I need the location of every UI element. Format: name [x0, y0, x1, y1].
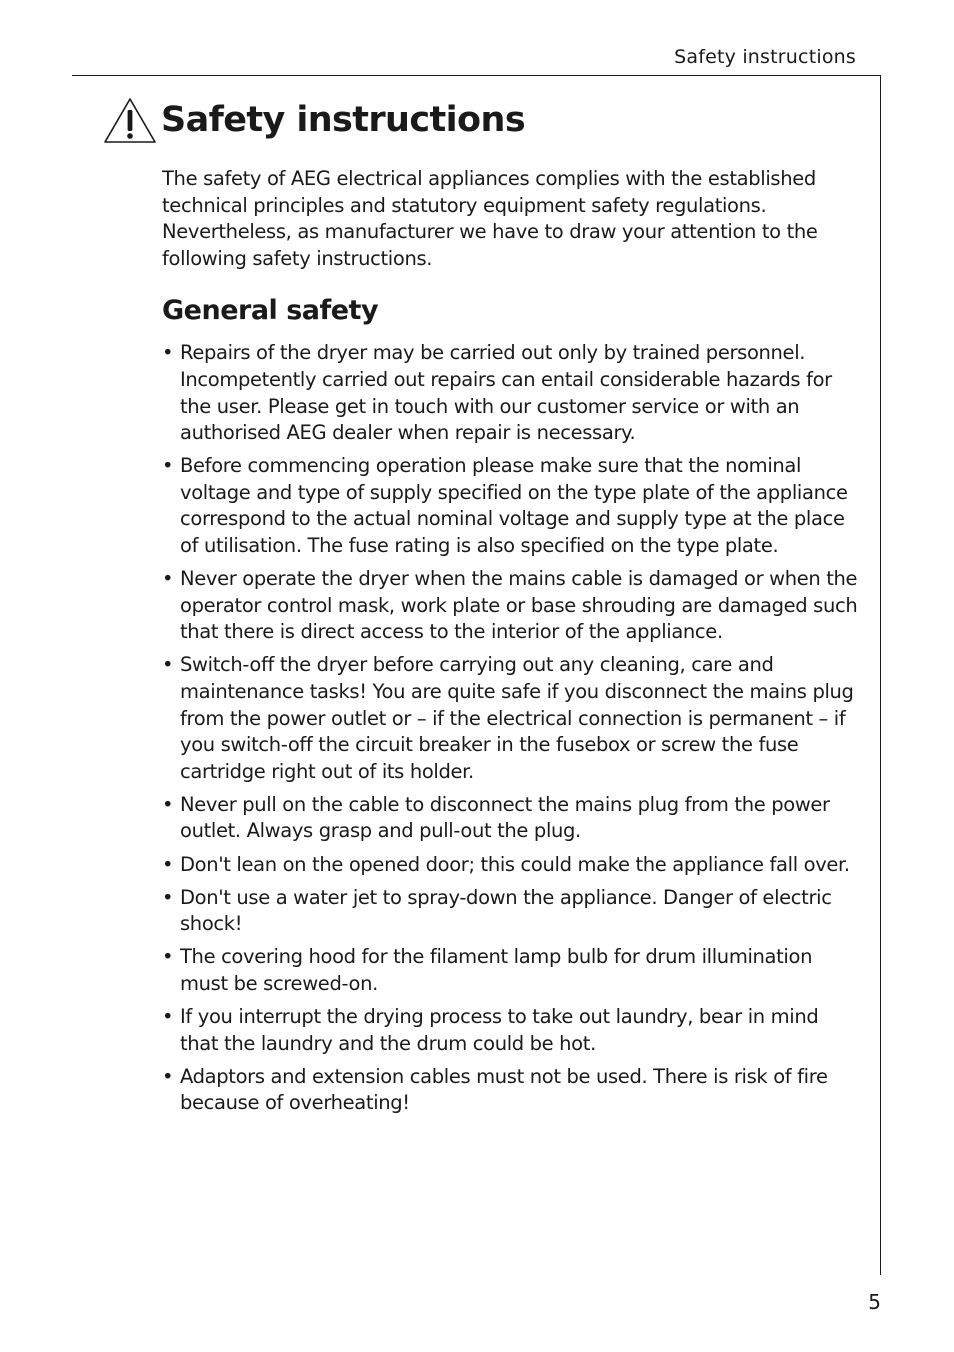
- list-item: [162, 652, 862, 785]
- list-item: [162, 453, 862, 559]
- bullet-icon: •: [162, 792, 174, 816]
- list-item: [162, 852, 862, 879]
- list-item: [162, 1064, 862, 1117]
- page-number: 5: [868, 1290, 881, 1314]
- list-item-text: Before commencing operation please make sure that the nominal voltage and type of supply specified on the type plate of the appliance correspond to the actual nominal voltage and supply type at the place of utilisation. The fuse rating is also specified on the type plate.: [180, 454, 848, 558]
- safety-list: [162, 340, 862, 1117]
- list-item-text: Don't lean on the opened door; this could make the appliance fall over.: [180, 852, 850, 876]
- section-heading: General safety: [162, 295, 379, 327]
- list-item: [162, 792, 862, 845]
- list-item: [162, 1004, 862, 1057]
- bullet-icon: •: [162, 653, 174, 677]
- list-item: [162, 885, 862, 938]
- list-item-text: If you interrupt the drying process to take out laundry, bear in mind that the laundry and the drum could be hot.: [180, 1005, 819, 1055]
- running-header: Safety instructions: [674, 46, 856, 68]
- list-item: [162, 340, 862, 446]
- list-item: [162, 566, 862, 646]
- list-item-text: Never pull on the cable to disconnect the mains plug from the power outlet. Always grasp and pull-out the plug.: [180, 792, 830, 843]
- bullet-icon: •: [162, 1005, 174, 1029]
- bullet-icon: •: [162, 1064, 174, 1088]
- warning-triangle-icon: [103, 96, 157, 144]
- list-item-text: Never operate the dryer when the mains cable is damaged or when the operator control mask, work plate or base shrouding are damaged such that there is direct access to the interior of the appliance.: [180, 567, 858, 644]
- list-item-text: The covering hood for the filament lamp bulb for drum illumination must be screwed-on.: [180, 945, 813, 995]
- list-item-text: Switch-off the dryer before carrying out any cleaning, care and maintenance tasks! You are quite safe if you disconnect the mains plug from the power outlet or – if the electrical connection is permanent – if you switch-off the circuit breaker in the fusebox or screw the fuse cartridge right out of its holder.: [180, 653, 854, 783]
- bullet-icon: •: [162, 885, 174, 909]
- intro-paragraph: The safety of AEG electrical appliances complies with the established technical principles and statutory equipment safety regulations. Nevertheless, as manufacturer we have to draw your attention to the following safety instructions.: [162, 167, 818, 270]
- bullet-icon: •: [162, 454, 174, 478]
- bullet-icon: •: [162, 945, 174, 969]
- list-item-text: Don't use a water jet to spray-down the appliance. Danger of electric shock!: [180, 885, 832, 936]
- header-rule: [72, 75, 880, 76]
- list-item: [162, 944, 862, 997]
- list-item-text: Repairs of the dryer may be carried out only by trained personnel. Incompetently carried out repairs can entail considerable hazards for the user. Please get in touch with our customer service or with an authorised AEG dealer when repair is necessary.: [180, 341, 832, 445]
- title-row: [103, 96, 525, 144]
- page-title: Safety instructions: [161, 100, 526, 140]
- list-item-text: Adaptors and extension cables must not be used. There is risk of fire because of overheating!: [180, 1064, 828, 1115]
- right-margin-rule: [880, 75, 881, 1275]
- bullet-icon: •: [162, 852, 174, 876]
- bullet-icon: •: [162, 567, 174, 591]
- main-content: [162, 166, 862, 1123]
- bullet-icon: •: [162, 341, 174, 365]
